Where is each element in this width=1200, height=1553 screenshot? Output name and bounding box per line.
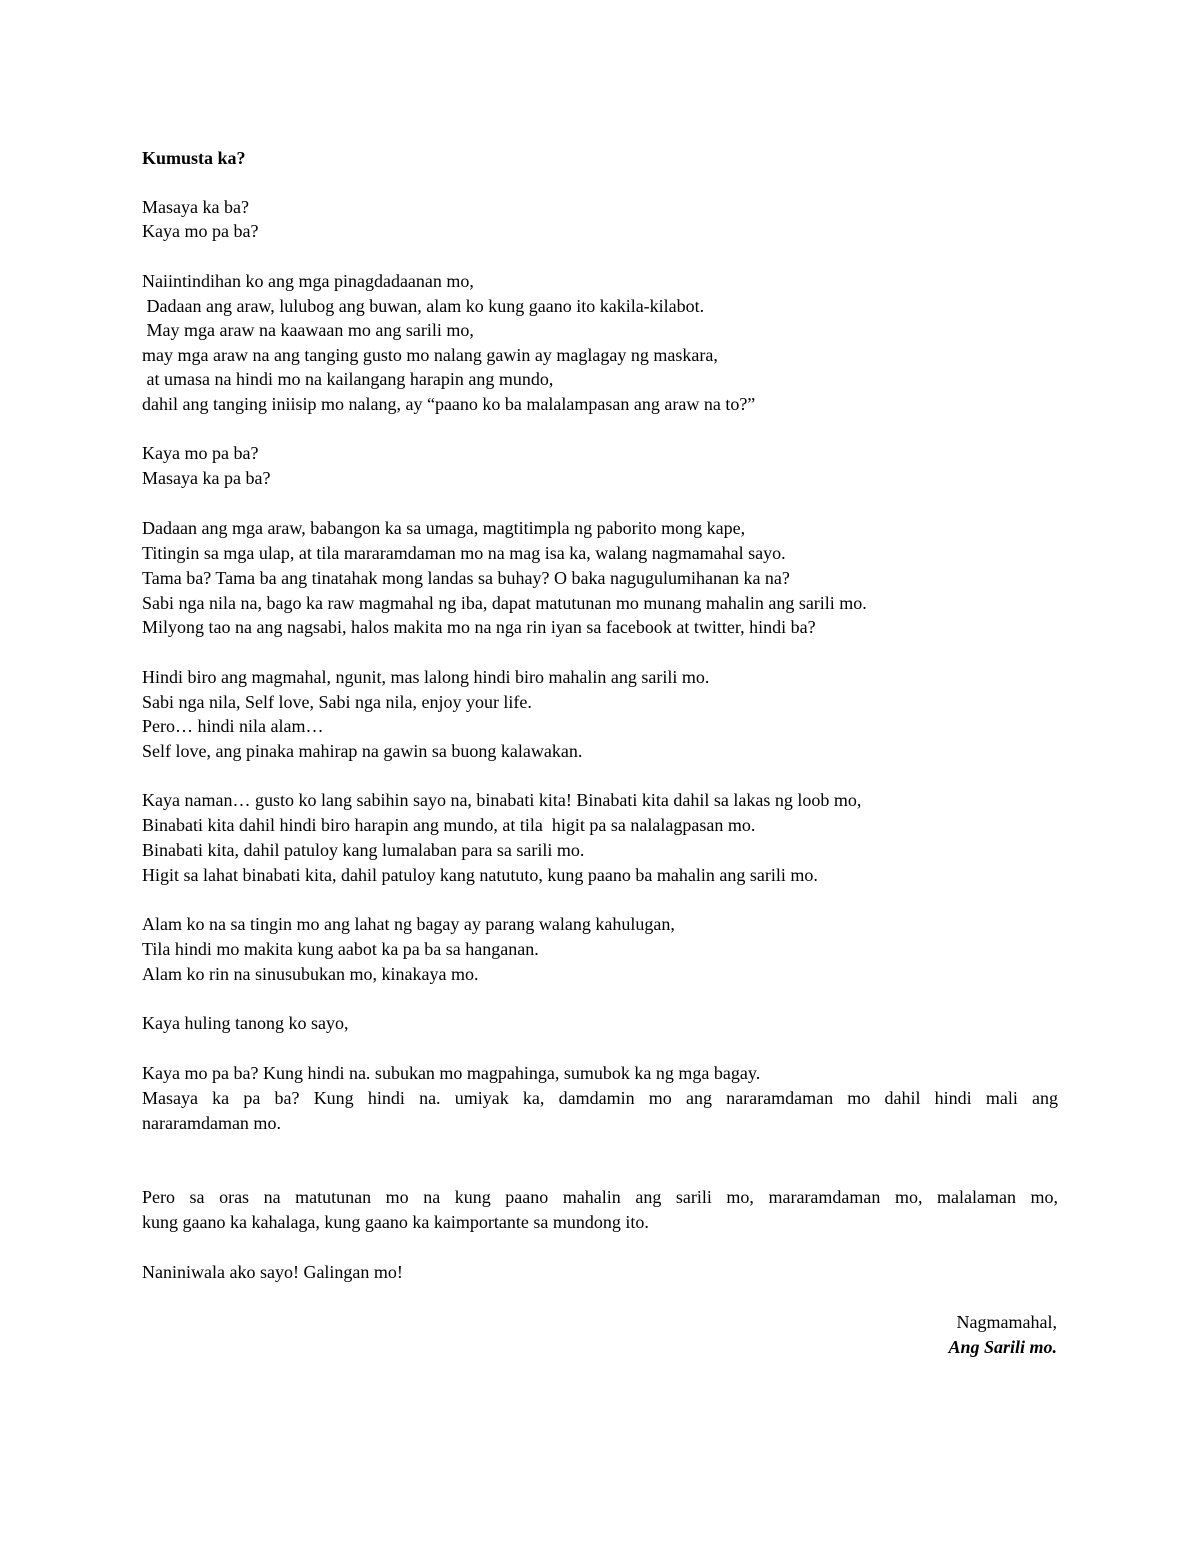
letter-title: Kumusta ka? <box>142 148 246 168</box>
text-line: Kaya mo pa ba? <box>142 221 259 241</box>
text-line: Kaya mo pa ba? Kung hindi na. subukan mo magpahinga, sumubok ka ng mga bagay. <box>142 1063 761 1083</box>
text-line: Pero sa oras na matutunan mo na kung paano mahalin ang sarili mo, mararamdaman mo, malalaman mo, <box>142 1187 1058 1207</box>
text-line: nararamdaman mo. <box>142 1113 281 1133</box>
text-line: Self love, ang pinaka mahirap na gawin sa buong kalawakan. <box>142 741 583 761</box>
text-line: Binabati kita dahil hindi biro harapin ang mundo, at tila higit pa sa nalalagpasan mo. <box>142 815 756 835</box>
text-line: May mga araw na kaawaan mo ang sarili mo, <box>142 320 474 340</box>
text-line: Tila hindi mo makita kung aabot ka pa ba sa hanganan. <box>142 939 539 959</box>
text-line: Sabi nga nila, Self love, Sabi nga nila, enjoy your life. <box>142 692 532 712</box>
text-line: Kaya naman… gusto ko lang sabihin sayo na, binabati kita! Binabati kita dahil sa lakas ng loob mo, <box>142 790 862 810</box>
text-line: Binabati kita, dahil patuloy kang lumalaban para sa sarili mo. <box>142 840 585 860</box>
text-line: Tama ba? Tama ba ang tinatahak mong landas sa buhay? O baka nagugulumihanan ka na? <box>142 568 790 588</box>
text-line: Kaya huling tanong ko sayo, <box>142 1013 349 1033</box>
text-line: Masaya ka ba? <box>142 197 249 217</box>
text-line: Naniniwala ako sayo! Galingan mo! <box>142 1262 403 1282</box>
text-line: Hindi biro ang magmahal, ngunit, mas lalong hindi biro mahalin ang sarili mo. <box>142 667 710 687</box>
text-line: Kaya mo pa ba? <box>142 443 259 463</box>
text-line: Alam ko rin na sinusubukan mo, kinakaya mo. <box>142 964 479 984</box>
text-line: Alam ko na sa tingin mo ang lahat ng bagay ay parang walang kahulugan, <box>142 914 675 934</box>
text-line: may mga araw na ang tanging gusto mo nalang gawin ay maglagay ng maskara, <box>142 345 718 365</box>
text-line: at umasa na hindi mo na kailangang harapin ang mundo, <box>142 369 554 389</box>
text-line: Dadaan ang mga araw, babangon ka sa umaga, magtitimpla ng paborito mong kape, <box>142 518 746 538</box>
text-line: kung gaano ka kahalaga, kung gaano ka kaimportante sa mundong ito. <box>142 1212 649 1232</box>
text-line: Naiintindihan ko ang mga pinagdadaanan mo, <box>142 271 474 291</box>
text-line: Sabi nga nila na, bago ka raw magmahal ng iba, dapat matutunan mo munang mahalin ang sarili mo. <box>142 593 867 613</box>
text-line: Dadaan ang araw, lulubog ang buwan, alam ko kung gaano ito kakila-kilabot. <box>142 296 705 316</box>
signature-name: Ang Sarili mo. <box>948 1337 1057 1357</box>
text-line: Masaya ka pa ba? <box>142 468 271 488</box>
text-line: Pero… hindi nila alam… <box>142 716 324 736</box>
closing-text: Nagmamahal, <box>956 1312 1057 1332</box>
text-line: Titingin sa mga ulap, at tila mararamdaman mo na mag isa ka, walang nagmamahal sayo. <box>142 543 786 563</box>
text-line: dahil ang tanging iniisip mo nalang, ay “paano ko ba malalampasan ang araw na to?” <box>142 394 756 414</box>
text-line: Masaya ka pa ba? Kung hindi na. umiyak ka, damdamin mo ang nararamdaman mo dahil hindi mali ang <box>142 1088 1058 1108</box>
text-line: Milyong tao na ang nagsabi, halos makita mo na nga rin iyan sa facebook at twitter, hindi ba? <box>142 617 816 637</box>
text-line: Higit sa lahat binabati kita, dahil patuloy kang natututo, kung paano ba mahalin ang sarili mo. <box>142 865 818 885</box>
